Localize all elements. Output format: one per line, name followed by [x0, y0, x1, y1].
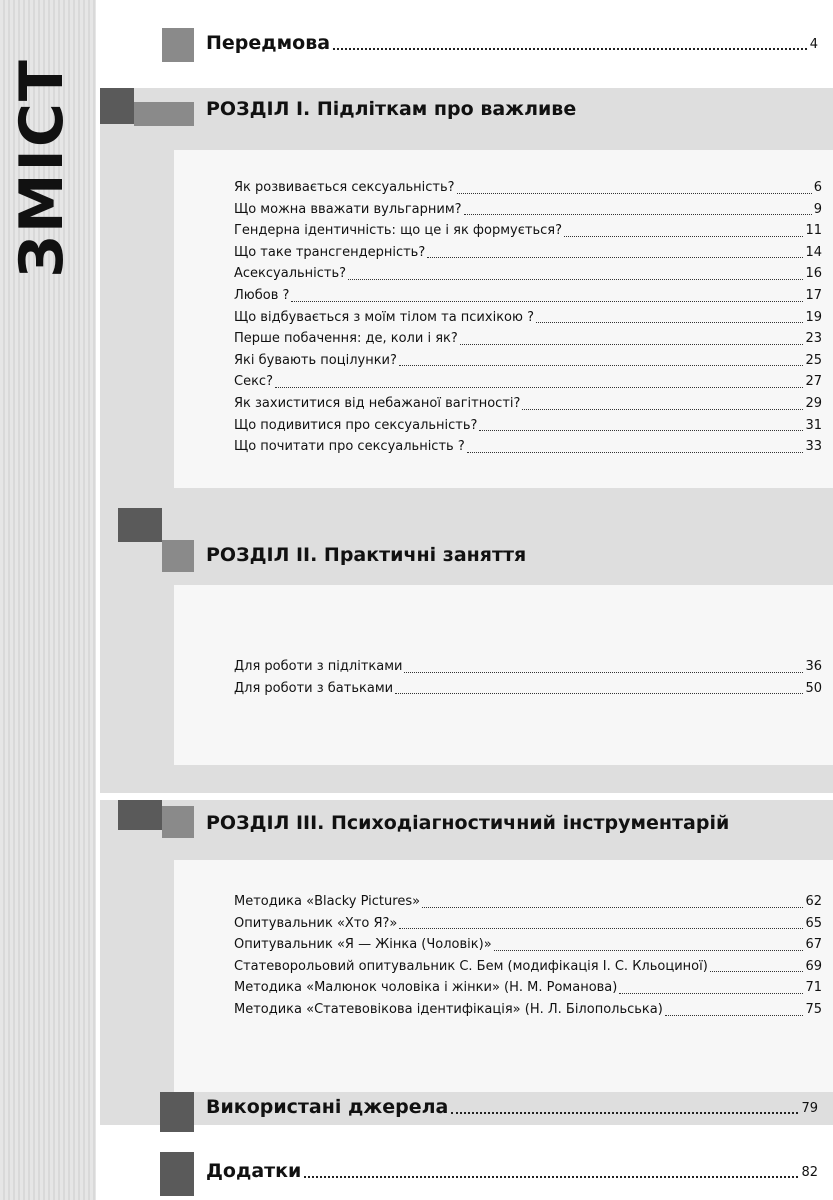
entry-title: Гендерна ідентичність: що це і як формується? [234, 223, 562, 239]
sources-page: 79 [801, 1101, 818, 1116]
toc-entry[interactable] [234, 415, 822, 437]
dot-leader [304, 1176, 798, 1178]
sources-title: Використані джерела [206, 1096, 449, 1118]
toc-entry[interactable] [234, 350, 822, 372]
appendix-entry[interactable] [206, 1160, 818, 1182]
section1-list [234, 177, 822, 458]
dot-leader [399, 365, 804, 366]
sources-marker [160, 1092, 194, 1132]
dot-leader [427, 257, 803, 258]
sources-shade [100, 1122, 833, 1125]
entry-page: 25 [805, 352, 822, 368]
toc-entry[interactable] [234, 977, 822, 999]
dot-leader [460, 344, 804, 345]
entry-title: Любов ? [234, 287, 290, 303]
dot-leader [348, 279, 803, 280]
entry-page: 50 [805, 680, 822, 696]
toc-entry[interactable] [234, 913, 822, 935]
vertical-title [6, 57, 78, 278]
entry-title: Методика «Малюнок чоловіка і жінки» (Н. М. Романова) [234, 980, 618, 996]
dot-leader [619, 993, 803, 994]
entry-page: 36 [805, 659, 822, 674]
entry-title: Що таке трансгендерність? [234, 244, 426, 260]
entry-page: 11 [805, 223, 822, 239]
section3-marker2 [162, 806, 194, 838]
dot-leader [665, 1015, 804, 1016]
entry-page: 65 [805, 915, 822, 931]
dot-leader [395, 693, 803, 694]
entry-title: Секс? [234, 374, 273, 390]
toc-entry[interactable] [234, 436, 822, 458]
dot-leader [564, 236, 803, 237]
dot-leader [399, 928, 803, 929]
dot-leader [333, 48, 807, 50]
entry-page: 67 [805, 937, 822, 953]
entry-page: 17 [805, 287, 822, 303]
toc-entry[interactable] [234, 999, 822, 1021]
section1-marker2 [134, 102, 194, 126]
dot-leader [404, 672, 803, 673]
dot-leader [467, 452, 804, 453]
vertical-title-text: ЗМІСТ [7, 57, 77, 278]
toc-entry[interactable] [234, 891, 822, 913]
preface-entry[interactable] [206, 32, 818, 54]
entry-page: 29 [805, 395, 822, 411]
entry-title: Опитувальник «Хто Я?» [234, 915, 398, 931]
entry-title: Асексуальність? [234, 266, 347, 282]
toc-entry[interactable] [234, 177, 822, 199]
section1-heading: РОЗДІЛ І. Підліткам про важливе [206, 98, 577, 120]
dot-leader [479, 430, 803, 431]
entry-title: Для роботи з підлітками [234, 659, 403, 674]
appendix-marker [160, 1152, 194, 1196]
entry-title: Що подивитися про сексуальність? [234, 417, 478, 433]
entry-title: Що можна вважати вульгарним? [234, 201, 462, 217]
toc-entry[interactable] [234, 934, 822, 956]
section3-list [234, 891, 822, 1021]
appendix-title: Додатки [206, 1160, 302, 1182]
dot-leader [451, 1112, 798, 1114]
section3-heading: РОЗДІЛ ІІІ. Психодіагностичний інструментарій [206, 812, 730, 834]
entry-page: 31 [805, 417, 822, 433]
entry-page: 33 [805, 439, 822, 455]
toc-entry[interactable] [234, 656, 822, 678]
section2-heading: РОЗДІЛ ІІ. Практичні заняття [206, 544, 527, 566]
entry-title: Для роботи з батьками [234, 680, 394, 696]
entry-title: Методика «Статевовікова ідентифікація» (Н. Л. Білопольська) [234, 1001, 663, 1017]
entry-title: Статеворольовий опитувальник С. Бем (модифікація І. С. Кльоциної) [234, 958, 708, 974]
toc-entry[interactable] [234, 263, 822, 285]
entry-title: Перше побачення: де, коли і як? [234, 331, 458, 347]
toc-entry[interactable] [234, 220, 822, 242]
toc-entry[interactable] [234, 285, 822, 307]
toc-entry[interactable] [234, 307, 822, 329]
preface-page: 4 [809, 37, 818, 52]
entry-page: 14 [805, 244, 822, 260]
dot-leader [494, 950, 804, 951]
dot-leader [710, 971, 804, 972]
preface-marker [162, 28, 194, 62]
dot-leader [536, 322, 803, 323]
toc-entry[interactable] [234, 328, 822, 350]
dot-leader [291, 301, 803, 302]
toc-entry[interactable] [234, 242, 822, 264]
section3-marker [118, 800, 162, 830]
dot-leader [464, 214, 812, 215]
entry-page: 16 [805, 266, 822, 282]
toc-entry[interactable] [234, 678, 822, 700]
entry-page: 71 [805, 980, 822, 996]
entry-title: Що відбувається з моїм тілом та психікою ? [234, 309, 534, 325]
entry-page: 6 [813, 180, 822, 195]
section1-marker [100, 88, 134, 124]
dot-leader [422, 907, 803, 908]
entry-page: 19 [805, 309, 822, 325]
dot-leader [275, 387, 803, 388]
entry-page: 62 [805, 894, 822, 909]
entry-title: Опитувальник «Я — Жінка (Чоловік)» [234, 937, 492, 953]
entry-title: Як розвивається сексуальність? [234, 180, 455, 195]
entry-title: Як захиститися від небажаної вагітності? [234, 395, 521, 411]
toc-entry[interactable] [234, 199, 822, 221]
dot-leader [522, 409, 803, 410]
dot-leader [457, 193, 812, 194]
entry-page: 9 [813, 201, 822, 217]
entry-page: 69 [805, 958, 822, 974]
entry-page: 75 [805, 1001, 822, 1017]
sources-entry[interactable] [206, 1096, 818, 1118]
section2-marker [118, 508, 162, 542]
toc-entry[interactable] [234, 371, 822, 393]
appendix-page: 82 [801, 1165, 818, 1180]
section2-list [234, 656, 822, 699]
entry-title: Які бувають поцілунки? [234, 352, 397, 368]
entry-title: Що почитати про сексуальність ? [234, 439, 465, 455]
entry-page: 27 [805, 374, 822, 390]
entry-title: Методика «Blacky Pictures» [234, 894, 421, 909]
toc-entry[interactable] [234, 956, 822, 978]
toc-entry[interactable] [234, 393, 822, 415]
entry-page: 23 [805, 331, 822, 347]
section2-marker2 [162, 540, 194, 572]
preface-title: Передмова [206, 32, 331, 54]
